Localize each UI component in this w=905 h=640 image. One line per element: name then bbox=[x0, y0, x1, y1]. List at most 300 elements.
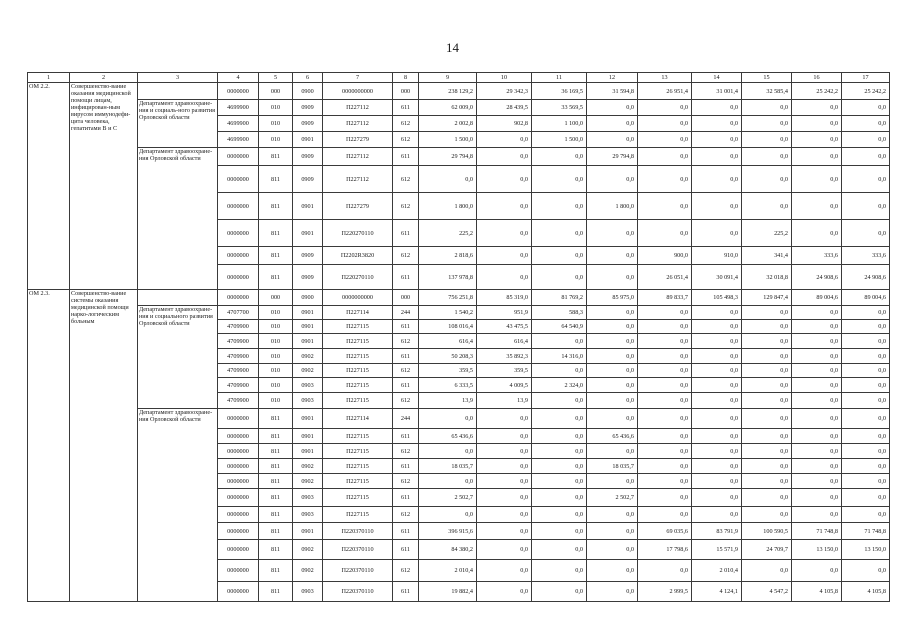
data-cell: 13 150,0 bbox=[842, 540, 890, 560]
data-cell: 2 324,0 bbox=[532, 378, 587, 393]
data-cell: 0,0 bbox=[842, 349, 890, 364]
data-cell: 64 540,9 bbox=[532, 320, 587, 334]
data-cell: 81 769,2 bbox=[532, 290, 587, 306]
data-cell: 612 bbox=[393, 116, 419, 132]
data-cell: 010 bbox=[259, 320, 293, 334]
data-cell: 0,0 bbox=[742, 489, 792, 507]
data-cell: 25 242,2 bbox=[842, 83, 890, 100]
data-cell: 4 009,5 bbox=[477, 378, 532, 393]
data-cell: 0,0 bbox=[742, 148, 792, 166]
data-cell: 0,0 bbox=[587, 220, 638, 247]
data-cell: 83 791,9 bbox=[692, 523, 742, 540]
data-cell: 811 bbox=[259, 474, 293, 489]
data-cell: П227115 bbox=[323, 334, 393, 349]
data-cell: 0,0 bbox=[638, 489, 692, 507]
data-cell: 611 bbox=[393, 540, 419, 560]
data-cell: 0,0 bbox=[742, 334, 792, 349]
data-cell: 4 547,2 bbox=[742, 582, 792, 602]
data-cell: 108 016,4 bbox=[419, 320, 477, 334]
data-cell: 0,0 bbox=[742, 459, 792, 474]
data-cell: П227279 bbox=[323, 193, 393, 220]
data-cell: 000 bbox=[259, 83, 293, 100]
executor-cell-empty bbox=[138, 83, 218, 100]
header-row bbox=[28, 73, 890, 83]
data-cell: 0,0 bbox=[477, 459, 532, 474]
data-cell: 611 bbox=[393, 459, 419, 474]
data-cell: 0,0 bbox=[842, 132, 890, 148]
data-cell: 0,0 bbox=[587, 393, 638, 409]
data-cell: 244 bbox=[393, 409, 419, 429]
data-cell: П227115 bbox=[323, 349, 393, 364]
data-cell: 17 798,6 bbox=[638, 540, 692, 560]
data-cell: 6 333,5 bbox=[419, 378, 477, 393]
data-cell: П227112 bbox=[323, 116, 393, 132]
executor-name: Департамент здравоохране-ния Орловской области bbox=[138, 148, 218, 290]
data-cell: 4709900 bbox=[218, 378, 259, 393]
data-cell: 89 833,7 bbox=[638, 290, 692, 306]
data-cell: 0,0 bbox=[477, 409, 532, 429]
data-cell: 0,0 bbox=[792, 474, 842, 489]
data-cell: 0901 bbox=[293, 444, 323, 459]
data-cell: П227112 bbox=[323, 148, 393, 166]
data-cell: 0,0 bbox=[742, 132, 792, 148]
data-cell: 0,0 bbox=[638, 220, 692, 247]
data-cell: 0,0 bbox=[638, 444, 692, 459]
data-cell: 359,5 bbox=[477, 364, 532, 378]
data-cell: 0,0 bbox=[532, 364, 587, 378]
data-cell: 0000000 bbox=[218, 444, 259, 459]
data-cell: 0000000000 bbox=[323, 83, 393, 100]
header-cell: 11 bbox=[532, 73, 587, 83]
data-cell: 0,0 bbox=[477, 265, 532, 290]
data-cell: 811 bbox=[259, 523, 293, 540]
data-cell: 225,2 bbox=[742, 220, 792, 247]
data-cell: 2 818,6 bbox=[419, 247, 477, 265]
data-cell: 0,0 bbox=[532, 507, 587, 523]
header-cell: 10 bbox=[477, 73, 532, 83]
data-cell: 0,0 bbox=[792, 489, 842, 507]
data-cell: 811 bbox=[259, 560, 293, 582]
data-cell: 0909 bbox=[293, 247, 323, 265]
data-cell: 000 bbox=[393, 83, 419, 100]
data-cell: 0,0 bbox=[792, 220, 842, 247]
data-cell: 611 bbox=[393, 523, 419, 540]
data-cell: 900,0 bbox=[638, 247, 692, 265]
data-cell: 910,0 bbox=[692, 247, 742, 265]
data-cell: 616,4 bbox=[477, 334, 532, 349]
data-cell: 31 594,8 bbox=[587, 83, 638, 100]
header-cell: 2 bbox=[70, 73, 138, 83]
data-cell: 0000000 bbox=[218, 459, 259, 474]
data-cell: 0909 bbox=[293, 265, 323, 290]
data-cell: 0,0 bbox=[842, 459, 890, 474]
data-cell: 811 bbox=[259, 507, 293, 523]
data-cell: 0,0 bbox=[842, 474, 890, 489]
data-cell: 0,0 bbox=[532, 166, 587, 193]
data-cell: 0,0 bbox=[792, 306, 842, 320]
data-cell: 010 bbox=[259, 378, 293, 393]
data-cell: 0,0 bbox=[692, 334, 742, 349]
data-cell: 25 242,2 bbox=[792, 83, 842, 100]
measure-code: ОМ 2.3. bbox=[28, 290, 70, 602]
data-cell: 0,0 bbox=[532, 393, 587, 409]
data-cell: 0,0 bbox=[419, 166, 477, 193]
header-cell: 17 bbox=[842, 73, 890, 83]
data-cell: 0,0 bbox=[842, 560, 890, 582]
data-cell: 811 bbox=[259, 582, 293, 602]
data-cell: 611 bbox=[393, 148, 419, 166]
data-cell: 0,0 bbox=[842, 148, 890, 166]
data-cell: 31 001,4 bbox=[692, 83, 742, 100]
data-cell: 612 bbox=[393, 193, 419, 220]
data-cell: 0,0 bbox=[638, 193, 692, 220]
data-cell: 0,0 bbox=[532, 409, 587, 429]
data-cell: 0,0 bbox=[792, 507, 842, 523]
data-cell: 0,0 bbox=[792, 166, 842, 193]
data-cell: 0,0 bbox=[638, 334, 692, 349]
data-cell: 15 571,9 bbox=[692, 540, 742, 560]
data-cell: 612 bbox=[393, 166, 419, 193]
header-cell: 4 bbox=[218, 73, 259, 83]
data-cell: 811 bbox=[259, 444, 293, 459]
data-cell: 811 bbox=[259, 247, 293, 265]
data-cell: 0,0 bbox=[477, 247, 532, 265]
data-cell: П227115 bbox=[323, 429, 393, 444]
data-cell: 0,0 bbox=[692, 474, 742, 489]
data-cell: 24 908,6 bbox=[842, 265, 890, 290]
data-cell: 0,0 bbox=[692, 306, 742, 320]
data-cell: 0,0 bbox=[842, 429, 890, 444]
data-cell: 0,0 bbox=[532, 193, 587, 220]
data-cell: П227115 bbox=[323, 320, 393, 334]
data-cell: 611 bbox=[393, 265, 419, 290]
data-cell: 0,0 bbox=[477, 582, 532, 602]
data-cell: 0,0 bbox=[692, 148, 742, 166]
data-cell: 4709900 bbox=[218, 364, 259, 378]
data-cell: 0,0 bbox=[792, 320, 842, 334]
data-cell: 26 051,4 bbox=[638, 265, 692, 290]
data-cell: 0,0 bbox=[587, 166, 638, 193]
data-cell: 0,0 bbox=[477, 560, 532, 582]
data-cell: 0,0 bbox=[692, 193, 742, 220]
data-cell: 0903 bbox=[293, 507, 323, 523]
data-cell: 0,0 bbox=[587, 507, 638, 523]
executor-name: Департамент здравоохране-ния Орловской области bbox=[138, 409, 218, 602]
data-cell: 0,0 bbox=[532, 220, 587, 247]
data-cell: 0,0 bbox=[742, 116, 792, 132]
data-cell: 0,0 bbox=[692, 166, 742, 193]
data-cell: 43 475,5 bbox=[477, 320, 532, 334]
data-cell: 0,0 bbox=[419, 409, 477, 429]
executor-name: Департамент здравоохране-ния и социаль-ного развития Орловской области bbox=[138, 100, 218, 148]
data-cell: П227115 bbox=[323, 444, 393, 459]
header-cell: 14 bbox=[692, 73, 742, 83]
data-cell: 0,0 bbox=[638, 100, 692, 116]
data-cell: 612 bbox=[393, 507, 419, 523]
data-cell: 0,0 bbox=[742, 378, 792, 393]
data-cell: 71 748,8 bbox=[842, 523, 890, 540]
data-cell: 0,0 bbox=[638, 429, 692, 444]
data-cell: 756 251,8 bbox=[419, 290, 477, 306]
data-cell: 0902 bbox=[293, 540, 323, 560]
table-row bbox=[28, 100, 890, 116]
data-cell: 137 978,8 bbox=[419, 265, 477, 290]
data-cell: 29 342,3 bbox=[477, 83, 532, 100]
data-cell: 1 500,0 bbox=[419, 132, 477, 148]
data-cell: 0,0 bbox=[792, 429, 842, 444]
data-cell: 100 590,5 bbox=[742, 523, 792, 540]
data-cell: 105 498,3 bbox=[692, 290, 742, 306]
data-cell: 0,0 bbox=[532, 582, 587, 602]
header-cell: 7 bbox=[323, 73, 393, 83]
data-cell: 4 105,8 bbox=[792, 582, 842, 602]
data-cell: 0,0 bbox=[587, 334, 638, 349]
data-cell: 010 bbox=[259, 364, 293, 378]
data-cell: 225,2 bbox=[419, 220, 477, 247]
data-cell: 65 436,6 bbox=[587, 429, 638, 444]
header-cell: 1 bbox=[28, 73, 70, 83]
data-cell: 611 bbox=[393, 320, 419, 334]
data-cell: 1 540,2 bbox=[419, 306, 477, 320]
data-cell: 0,0 bbox=[477, 148, 532, 166]
data-cell: 0,0 bbox=[587, 444, 638, 459]
data-cell: 010 bbox=[259, 116, 293, 132]
data-cell: 0,0 bbox=[638, 409, 692, 429]
data-cell: 0000000 bbox=[218, 582, 259, 602]
data-cell: 811 bbox=[259, 148, 293, 166]
data-cell: 0,0 bbox=[638, 459, 692, 474]
data-cell: 0,0 bbox=[532, 523, 587, 540]
data-cell: 010 bbox=[259, 334, 293, 349]
data-cell: 0000000 bbox=[218, 247, 259, 265]
header-cell: 9 bbox=[419, 73, 477, 83]
data-cell: 616,4 bbox=[419, 334, 477, 349]
data-cell: 4699900 bbox=[218, 116, 259, 132]
data-cell: 0,0 bbox=[792, 116, 842, 132]
data-cell: 0,0 bbox=[587, 306, 638, 320]
data-cell: 0,0 bbox=[532, 265, 587, 290]
data-cell: 26 951,4 bbox=[638, 83, 692, 100]
data-cell: 0901 bbox=[293, 193, 323, 220]
data-cell: 129 847,4 bbox=[742, 290, 792, 306]
data-cell: 0,0 bbox=[792, 193, 842, 220]
data-cell: 0,0 bbox=[742, 409, 792, 429]
data-cell: 0909 bbox=[293, 116, 323, 132]
data-cell: 0000000 bbox=[218, 290, 259, 306]
data-cell: 0,0 bbox=[638, 378, 692, 393]
data-cell: 0,0 bbox=[638, 166, 692, 193]
data-cell: 85 975,0 bbox=[587, 290, 638, 306]
data-cell: 0,0 bbox=[638, 393, 692, 409]
data-cell: 0,0 bbox=[532, 334, 587, 349]
data-cell: 0,0 bbox=[532, 459, 587, 474]
data-cell: 341,4 bbox=[742, 247, 792, 265]
data-cell: 0,0 bbox=[842, 306, 890, 320]
data-cell: 0,0 bbox=[792, 100, 842, 116]
data-cell: 611 bbox=[393, 582, 419, 602]
data-cell: 0909 bbox=[293, 100, 323, 116]
data-cell: 0,0 bbox=[638, 474, 692, 489]
data-cell: 29 794,8 bbox=[419, 148, 477, 166]
data-cell: 0,0 bbox=[587, 540, 638, 560]
data-cell: 0000000 bbox=[218, 507, 259, 523]
data-cell: 84 380,2 bbox=[419, 540, 477, 560]
data-cell: 4709900 bbox=[218, 393, 259, 409]
data-cell: 0000000 bbox=[218, 523, 259, 540]
data-cell: П227114 bbox=[323, 409, 393, 429]
data-cell: 0909 bbox=[293, 148, 323, 166]
data-cell: 612 bbox=[393, 560, 419, 582]
executor-cell-empty bbox=[138, 290, 218, 306]
data-cell: 65 436,6 bbox=[419, 429, 477, 444]
data-cell: 13 150,0 bbox=[792, 540, 842, 560]
data-cell: 2 999,5 bbox=[638, 582, 692, 602]
data-cell: 0,0 bbox=[742, 100, 792, 116]
data-cell: 0,0 bbox=[587, 582, 638, 602]
data-cell: 4707700 bbox=[218, 306, 259, 320]
data-cell: 29 794,8 bbox=[587, 148, 638, 166]
data-cell: 0,0 bbox=[742, 474, 792, 489]
data-cell: 0909 bbox=[293, 166, 323, 193]
table-row bbox=[28, 306, 890, 320]
data-cell: 89 004,6 bbox=[792, 290, 842, 306]
data-cell: П220370110 bbox=[323, 540, 393, 560]
data-cell: 0,0 bbox=[638, 560, 692, 582]
data-cell: 0,0 bbox=[419, 507, 477, 523]
data-cell: П2202R3820 bbox=[323, 247, 393, 265]
data-cell: 0,0 bbox=[638, 148, 692, 166]
data-cell: 612 bbox=[393, 334, 419, 349]
data-cell: 010 bbox=[259, 393, 293, 409]
data-cell: 0,0 bbox=[477, 523, 532, 540]
data-cell: 000 bbox=[393, 290, 419, 306]
data-cell: 0000000 bbox=[218, 429, 259, 444]
data-cell: 0,0 bbox=[587, 100, 638, 116]
data-cell: 13,9 bbox=[419, 393, 477, 409]
data-cell: 611 bbox=[393, 378, 419, 393]
data-cell: 0000000 bbox=[218, 148, 259, 166]
data-cell: 0,0 bbox=[842, 116, 890, 132]
data-cell: 010 bbox=[259, 132, 293, 148]
data-cell: 4709900 bbox=[218, 349, 259, 364]
data-cell: 0,0 bbox=[692, 489, 742, 507]
data-cell: 0,0 bbox=[477, 444, 532, 459]
table-row bbox=[28, 409, 890, 429]
data-cell: 0901 bbox=[293, 220, 323, 247]
data-cell: 0,0 bbox=[792, 459, 842, 474]
data-cell: 612 bbox=[393, 132, 419, 148]
data-cell: 0,0 bbox=[477, 132, 532, 148]
data-cell: 0901 bbox=[293, 523, 323, 540]
data-cell: 0,0 bbox=[692, 349, 742, 364]
data-cell: 811 bbox=[259, 459, 293, 474]
header-cell: 16 bbox=[792, 73, 842, 83]
data-cell: 0,0 bbox=[692, 429, 742, 444]
data-cell: 0902 bbox=[293, 364, 323, 378]
data-cell: 0,0 bbox=[842, 193, 890, 220]
data-cell: 0,0 bbox=[842, 220, 890, 247]
data-cell: 1 500,0 bbox=[532, 132, 587, 148]
data-cell: 811 bbox=[259, 489, 293, 507]
data-cell: 2 502,7 bbox=[419, 489, 477, 507]
data-cell: 0,0 bbox=[477, 540, 532, 560]
table-row bbox=[28, 83, 890, 100]
data-cell: 0900 bbox=[293, 83, 323, 100]
data-cell: 0,0 bbox=[587, 409, 638, 429]
header-cell: 12 bbox=[587, 73, 638, 83]
data-cell: 010 bbox=[259, 349, 293, 364]
data-cell: П227112 bbox=[323, 100, 393, 116]
data-cell: П227115 bbox=[323, 489, 393, 507]
data-cell: 0,0 bbox=[842, 507, 890, 523]
data-cell: 0,0 bbox=[792, 393, 842, 409]
measure-name: Совершенство-вание оказания медицинской помощи лицам, инфицирован-ным вирусом иммунодефи-цита человека, гепатитами В и С bbox=[70, 83, 138, 290]
data-cell: 0000000 bbox=[218, 560, 259, 582]
data-cell: 0,0 bbox=[842, 444, 890, 459]
data-cell: П227279 bbox=[323, 132, 393, 148]
data-cell: 0901 bbox=[293, 409, 323, 429]
data-cell: П220370110 bbox=[323, 523, 393, 540]
data-cell: 4709900 bbox=[218, 334, 259, 349]
data-cell: 0,0 bbox=[742, 429, 792, 444]
data-cell: П227115 bbox=[323, 364, 393, 378]
data-cell: 0,0 bbox=[692, 409, 742, 429]
data-cell: 0903 bbox=[293, 489, 323, 507]
data-cell: 0,0 bbox=[842, 320, 890, 334]
data-cell: П220370110 bbox=[323, 560, 393, 582]
data-cell: 0,0 bbox=[842, 100, 890, 116]
data-cell: 62 009,0 bbox=[419, 100, 477, 116]
data-cell: 0,0 bbox=[587, 349, 638, 364]
data-cell: 0,0 bbox=[742, 193, 792, 220]
data-cell: 0,0 bbox=[842, 489, 890, 507]
data-cell: 811 bbox=[259, 220, 293, 247]
data-cell: 0,0 bbox=[477, 474, 532, 489]
data-cell: 588,3 bbox=[532, 306, 587, 320]
data-cell: 0000000 bbox=[218, 474, 259, 489]
data-cell: 951,9 bbox=[477, 306, 532, 320]
data-cell: 35 892,3 bbox=[477, 349, 532, 364]
data-cell: 0,0 bbox=[692, 378, 742, 393]
data-cell: 0,0 bbox=[742, 306, 792, 320]
data-cell: 2 502,7 bbox=[587, 489, 638, 507]
data-cell: 0902 bbox=[293, 349, 323, 364]
data-cell: П220270110 bbox=[323, 265, 393, 290]
data-cell: 0,0 bbox=[842, 378, 890, 393]
data-cell: 0901 bbox=[293, 334, 323, 349]
data-cell: 0,0 bbox=[792, 148, 842, 166]
data-cell: 333,6 bbox=[792, 247, 842, 265]
data-cell: 36 169,5 bbox=[532, 83, 587, 100]
data-cell: П227112 bbox=[323, 166, 393, 193]
data-cell: 0,0 bbox=[742, 364, 792, 378]
data-cell: 71 748,8 bbox=[792, 523, 842, 540]
data-cell: 0000000000 bbox=[323, 290, 393, 306]
data-cell: 612 bbox=[393, 247, 419, 265]
data-cell: 0,0 bbox=[532, 489, 587, 507]
data-cell: 1 100,0 bbox=[532, 116, 587, 132]
data-cell: 0,0 bbox=[638, 320, 692, 334]
data-cell: 2 010,4 bbox=[419, 560, 477, 582]
data-cell: 89 004,6 bbox=[842, 290, 890, 306]
data-cell: 0,0 bbox=[792, 334, 842, 349]
data-cell: 0,0 bbox=[587, 560, 638, 582]
data-cell: 0,0 bbox=[587, 247, 638, 265]
measure-code: ОМ 2.2. bbox=[28, 83, 70, 290]
data-cell: 0902 bbox=[293, 560, 323, 582]
data-cell: 0,0 bbox=[587, 320, 638, 334]
data-cell: 010 bbox=[259, 100, 293, 116]
